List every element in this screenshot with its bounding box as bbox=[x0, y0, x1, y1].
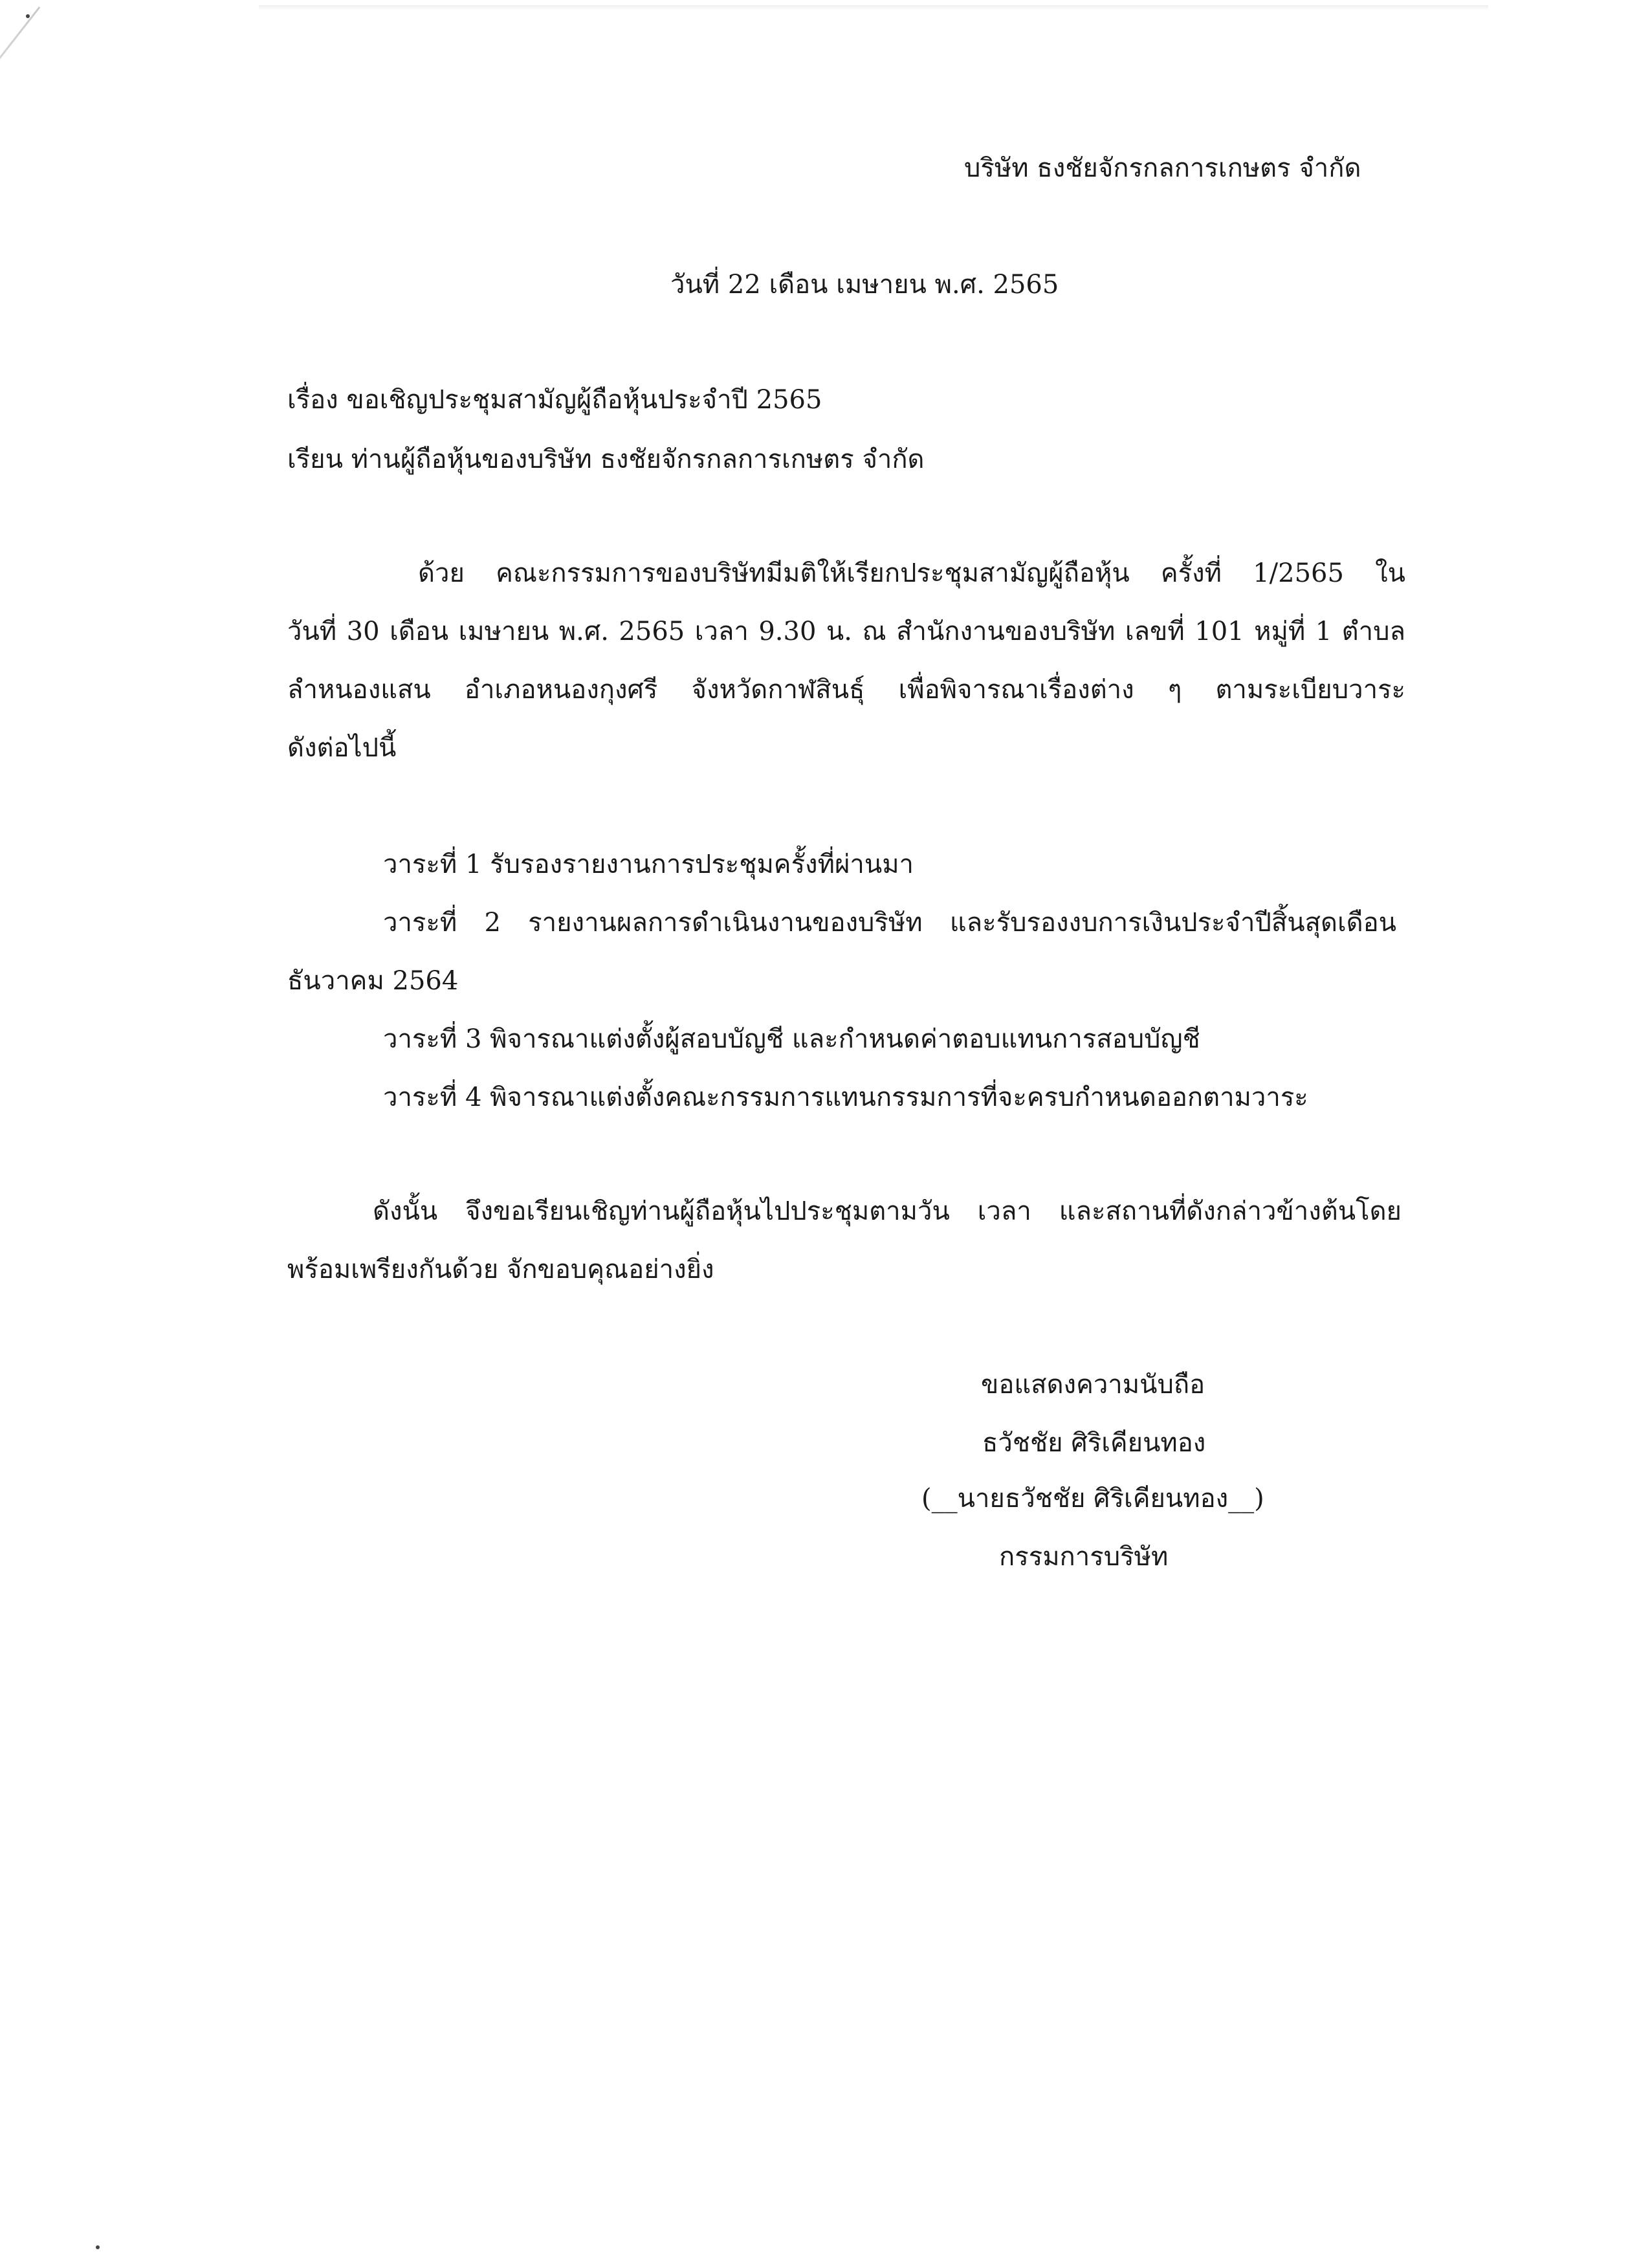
scan-speck bbox=[96, 2245, 100, 2249]
scan-speck bbox=[26, 14, 30, 18]
agenda-item-4: วาระที่ 4 พิจารณาแต่งตั้งคณะกรรมการแทนกรรมการที่จะครบกำหนดออกตามวาระ bbox=[383, 1083, 1308, 1112]
closing-line-2: พร้อมเพรียงกันด้วย จักขอบคุณอย่างยิ่ง bbox=[287, 1255, 714, 1284]
agenda-item-2: วาระที่ 2 รายงานผลการดำเนินงานของบริษัท และรับรองงบการเงินประจำปีสิ้นสุดเดือน bbox=[383, 908, 1396, 938]
agenda-item-1: วาระที่ 1 รับรองรายงานการประชุมครั้งที่ผ่านมา bbox=[383, 850, 914, 879]
agenda-item-2-continued: ธันวาคม 2564 bbox=[287, 966, 459, 996]
signature-position: กรรมการบริษัท bbox=[999, 1542, 1169, 1572]
signature-printed-name: (__นายธวัชชัย ศิริเคียนทอง__) bbox=[921, 1484, 1264, 1514]
scan-page-edge bbox=[259, 5, 1488, 10]
agenda-item-3: วาระที่ 3 พิจารณาแต่งตั้งผู้สอบบัญชี และกำหนดค่าตอบแทนการสอบบัญชี bbox=[383, 1024, 1200, 1054]
addressee-line: เรียน ท่านผู้ถือหุ้นของบริษัท ธงชัยจักรกลการเกษตร จำกัด bbox=[287, 445, 925, 474]
scan-artifact-line bbox=[0, 6, 40, 176]
intro-line-1: ด้วย คณะกรรมการของบริษัทมีมติให้เรียกประชุมสามัญผู้ถือหุ้น ครั้งที่ 1/2565 ใน bbox=[418, 558, 1405, 588]
intro-line-4: ดังต่อไปนี้ bbox=[287, 733, 397, 763]
signature-regards: ขอแสดงความนับถือ bbox=[981, 1370, 1205, 1400]
closing-line-1: ดังนั้น จึงขอเรียนเชิญท่านผู้ถือหุ้นไปประชุมตามวัน เวลา และสถานที่ดังกล่าวข้างต้นโดย bbox=[373, 1196, 1402, 1226]
intro-line-2: วันที่ 30 เดือน เมษายน พ.ศ. 2565 เวลา 9.30 น. ณ สำนักงานของบริษัท เลขที่ 101 หมู่ที่ 1 ตำบล bbox=[287, 617, 1405, 646]
subject-line: เรื่อง ขอเชิญประชุมสามัญผู้ถือหุ้นประจำปี 2565 bbox=[287, 385, 822, 415]
company-header: บริษัท ธงชัยจักรกลการเกษตร จำกัด bbox=[964, 153, 1361, 183]
signature-signed-name: ธวัชชัย ศิริเคียนทอง bbox=[982, 1428, 1206, 1458]
date-line: วันที่ 22 เดือน เมษายน พ.ศ. 2565 bbox=[670, 270, 1059, 300]
intro-line-3: ลำหนองแสน อำเภอหนองกุงศรี จังหวัดกาฬสินธุ์ เพื่อพิจารณาเรื่องต่าง ๆ ตามระเบียบวาระ bbox=[287, 675, 1405, 705]
